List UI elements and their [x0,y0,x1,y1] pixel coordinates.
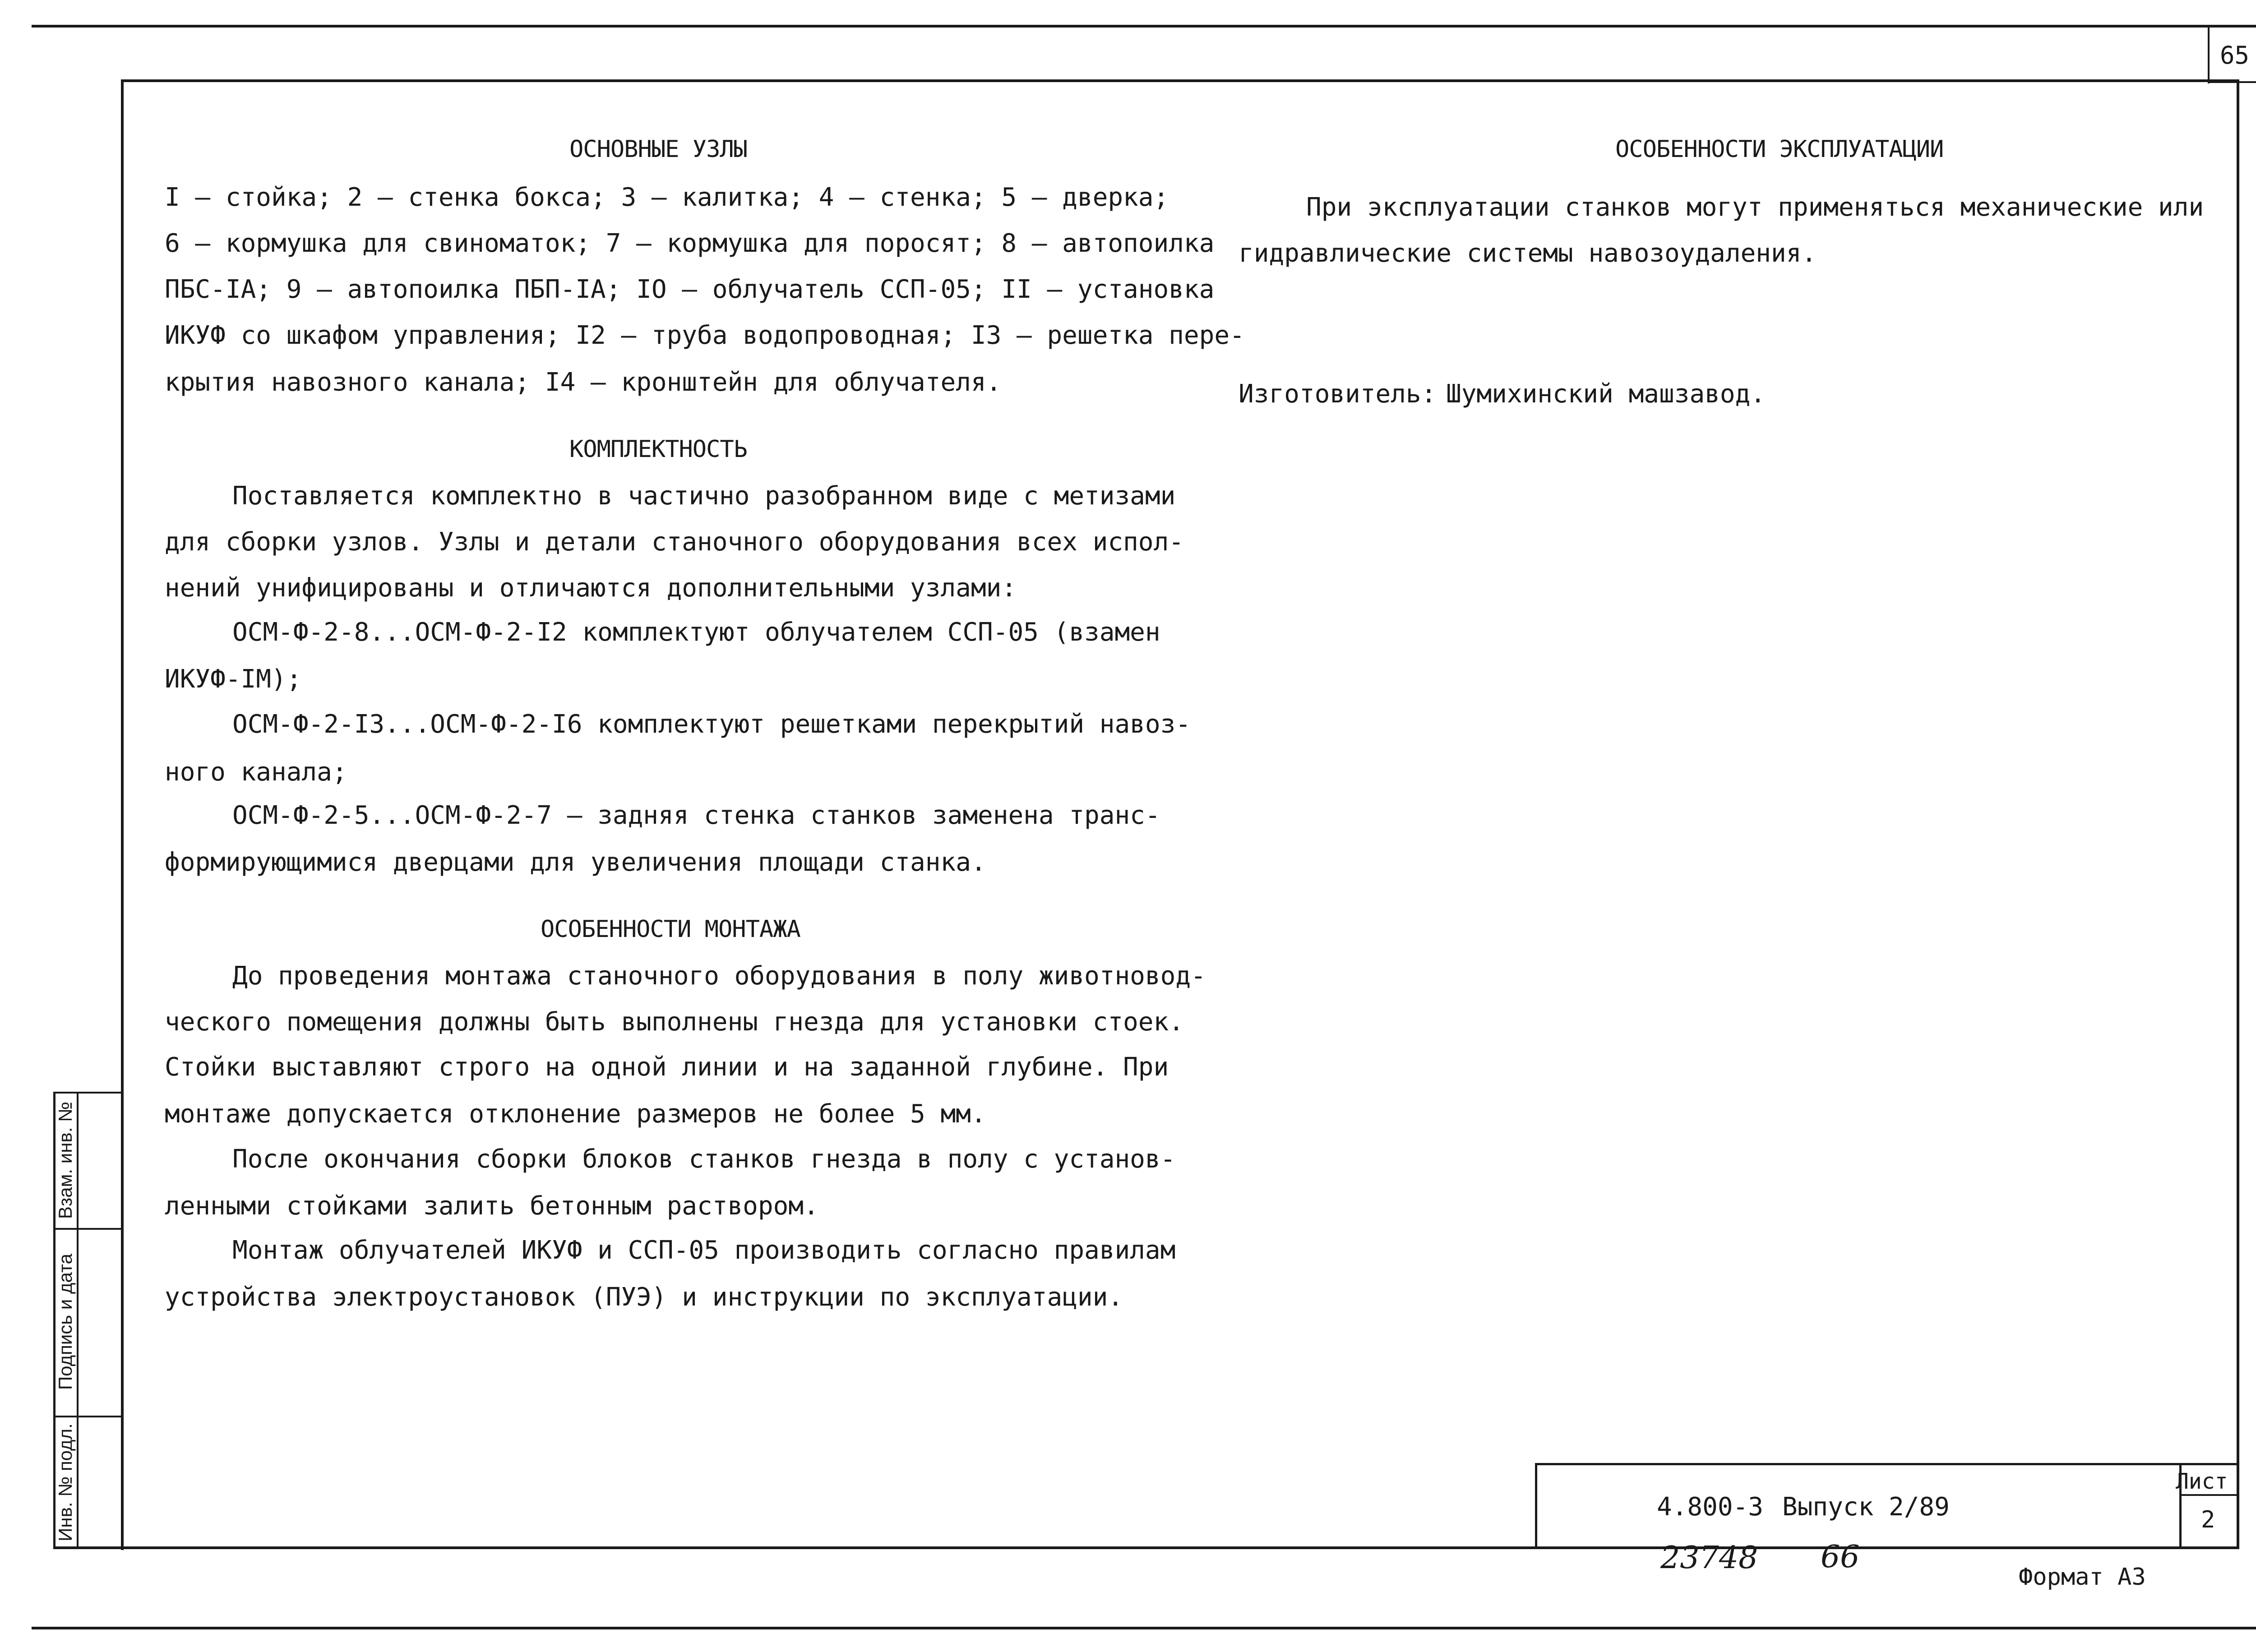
page-number: 65 [2220,41,2250,69]
section-main-units-title: ОСНОВНЫЕ УЗЛЫ [569,136,747,163]
title-block-sheet-hline [2179,1494,2238,1496]
side-stamp-podpis-data: Подпись и дата [55,1253,76,1390]
section-mounting-title: ОСОБЕННОСТИ МОНТАЖА [541,916,800,943]
title-block-top [1536,1463,2238,1465]
side-stamp-div1 [53,1228,123,1230]
side-stamp-vzam-inv: Взам. инв. № [55,1101,76,1219]
mounting-line-7: Монтаж облучателей ИКУФ и ССП-05 производить согласно правилам [232,1236,1176,1265]
operation-line-2: гидравлические системы навозоудаления. [1239,239,1817,268]
completeness-line-1: Поставляется комплектно в частично разобранном виде с метизами [232,481,1176,511]
completeness-line-3: нений унифицированы и отличаются дополнительными узлами: [165,573,1017,603]
mounting-line-8: устройства электроустановок (ПУЭ) и инструкции по эксплуатации. [165,1283,1123,1312]
designation: 4.800-3 [1657,1492,1764,1522]
format-label: Формат А3 [2019,1564,2146,1591]
frame-top [122,79,2239,82]
operation-line-1: При эксплуатации станков могут применяться механические или [1306,193,2204,222]
handwritten-number-right: 66 [1821,1539,1860,1575]
mounting-line-3: Стойки выставляют строго на одной линии и на заданной глубине. При [165,1052,1169,1082]
main-units-line-1: I – стойка; 2 – стенка бокса; 3 – калитка; 4 – стенка; 5 – дверка; [165,183,1169,212]
completeness-line-6: ОСМ-Ф-2-I3...ОСМ-Ф-2-I6 комплектуют решетками перекрытий навоз- [232,710,1191,739]
side-stamp-inv-podl: Инв. № подл. [55,1423,76,1541]
main-units-line-5: крытия навозного канала; I4 – кронштейн для облучателя. [165,368,1002,397]
manufacturer-label: Изготовитель: [1239,379,1437,409]
completeness-line-8: ОСМ-Ф-2-5...ОСМ-Ф-2-7 – задняя стенка станков заменена транс- [232,801,1160,830]
main-units-line-4: ИКУФ со шкафом управления; I2 – труба водопроводная; I3 – решетка пере- [165,321,1245,350]
section-operation-title: ОСОБЕННОСТИ ЭКСПЛУАТАЦИИ [1615,136,1944,163]
main-units-line-3: ПБС-IA; 9 – автопоилка ПБП-IA; IO – облучатель ССП-05; II – установка [165,275,1215,304]
frame-bottom [53,1546,2239,1549]
mounting-line-4: монтаже допускается отклонение размеров не более 5 мм. [165,1099,986,1129]
mounting-line-5: После окончания сборки блоков станков гнезда в полу с установ- [232,1144,1176,1174]
title-block-left [1535,1463,1537,1549]
issue: Выпуск 2/89 [1782,1492,1950,1522]
completeness-line-5: ИКУФ-IM); [165,664,302,694]
frame-right [2237,81,2239,1549]
page-number-box-left [2208,25,2210,83]
section-completeness-title: КОМПЛЕКТНОСТЬ [569,436,747,463]
main-units-line-2: 6 – кормушка для свиноматок; 7 – кормушка для поросят; 8 – автопоилка [165,229,1215,258]
mounting-line-6: ленными стойками залить бетонным раствором. [165,1191,819,1221]
handwritten-number-left: 23748 [1660,1540,1758,1576]
outer-bottom-border [32,1627,2256,1629]
mounting-line-2: ческого помещения должны быть выполнены гнезда для установки стоек. [165,1007,1184,1037]
frame-left [121,79,124,1550]
manufacturer-value: Шумихинский машзавод. [1446,379,1766,409]
completeness-line-4: ОСМ-Ф-2-8...ОСМ-Ф-2-I2 комплектуют облучателем ССП-05 (взамен [232,618,1160,647]
completeness-line-2: для сборки узлов. Узлы и детали станочного оборудования всех испол- [165,527,1184,557]
completeness-line-9: формирующимися дверцами для увеличения площади станка. [165,848,986,877]
sheet-number: 2 [2201,1506,2215,1533]
outer-top-border [32,25,2256,28]
mounting-line-1: До проведения монтажа станочного оборудования в полу животновод- [232,961,1206,991]
side-stamp-mid [77,1093,79,1548]
completeness-line-7: ного канала; [165,757,347,787]
sheet-label: Лист [2176,1469,2228,1494]
